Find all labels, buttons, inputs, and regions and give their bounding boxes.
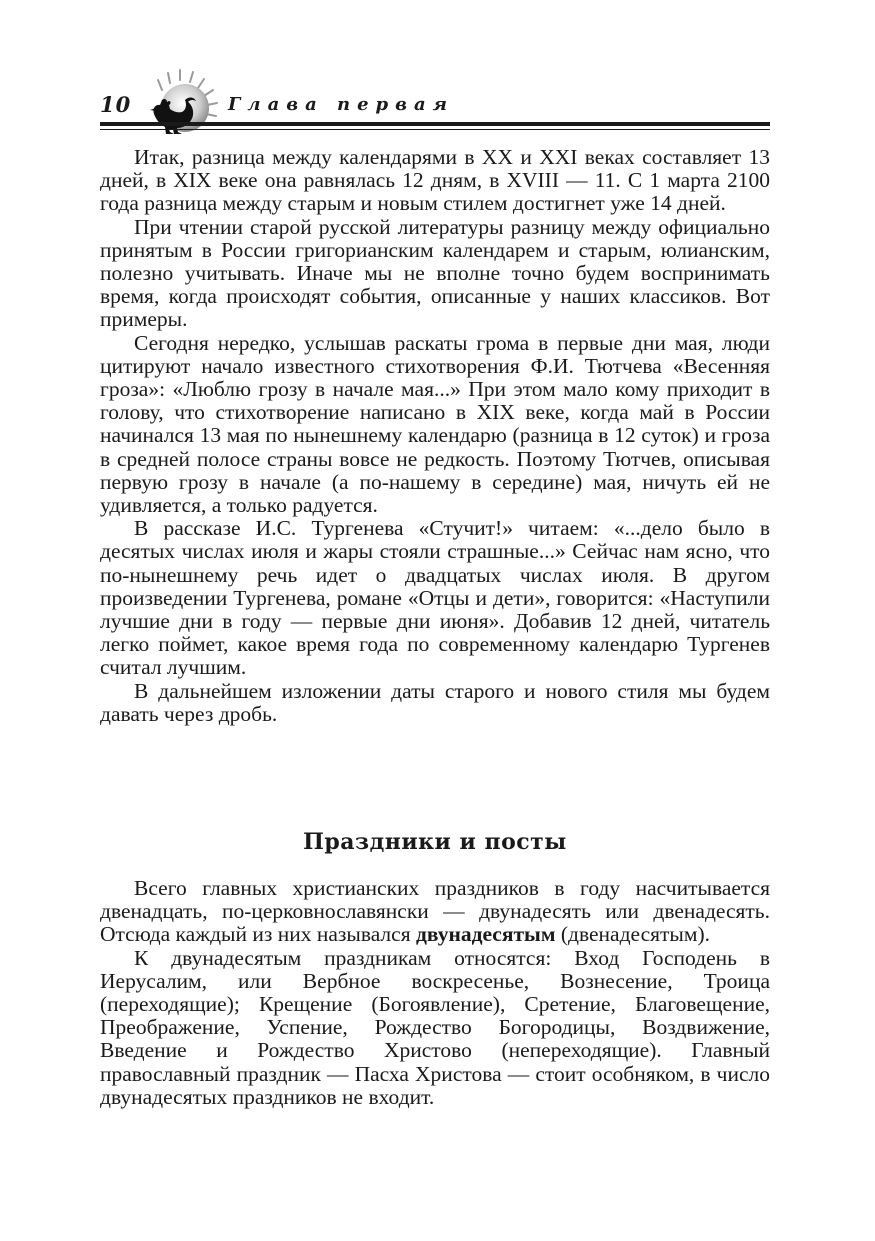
paragraph: К двунадесятым праздникам относятся: Вход Господень в Иерусалим, или Вербное воскресенье, Вознесение, Троица (переходящие); Крещение (Богоявление), Сретение, Благовещение, Преображение, Успение, Рождество Богородицы, Воздвижение, Введение и Рождество Христово (непереходящие). Главный православный праздник — Пасха Христова — стоит особняком, в число двунадесятых праздников не входит.	[100, 945, 770, 1109]
paragraph-text: Всего главных христианских праздников в году насчитывается двенадцать, по-церковнославянски — двунадесять или двенадесять. Отсюда каждый из них назывался	[100, 876, 770, 947]
paragraph: В рассказе И.С. Тургенева «Стучит!» читаем: «...дело было в десятых числах июля и жары стояли страшные...» Сейчас нам ясно, что по-нынешнему речь идет о двадцатых числах июля. В другом произведении Тургенева, романе «Отцы и дети», говорится: «Наступили лучшие дни в году — первые дни июня». Добавив 12 дней, читатель легко поймет, какое время года по современному календарю Тургенев считал лучшим.	[100, 516, 770, 680]
header-rule-thick	[100, 122, 770, 126]
paragraph-text: (двенадесятым).	[555, 922, 711, 947]
page-number: 10	[100, 92, 132, 117]
chapter-title: Глава первая	[228, 94, 454, 115]
bold-term: двунадесятым	[415, 922, 556, 947]
paragraph: В дальнейшем изложении даты старого и нового стиля мы будем давать через дробь.	[100, 678, 770, 726]
body-text-block-1	[100, 146, 770, 726]
body-text-block-2	[100, 877, 770, 1109]
paragraph: Сегодня нередко, услышав раскаты грома в первые дни мая, люди цитируют начало известного стихотворения Ф.И. Тютчева «Весенняя гроза»: «Люблю грозу в начале мая...» При этом мало кому приходит в голову, что стихотворение написано в XIX веке, когда май в России начинался 13 мая по нынешнему календарю (разница в 12 суток) и гроза в средней полосе страны вовсе не редкость. Поэтому Тютчев, описывая первую грозу в начале (а по-нашему в середине) мая, ничуть ей не удивляется, а только радуется.	[100, 330, 770, 518]
section-heading: Праздники и посты	[303, 829, 567, 855]
paragraph: Итак, разница между календарями в XX и XXI веках составляет 13 дней, в XIX веке она равнялась 12 дням, в XVIII — 11. С 1 марта 2100 года разница между старым и новым стилем достигнет уже 14 дней.	[100, 145, 770, 216]
page-header	[100, 68, 770, 140]
paragraph: При чтении старой русской литературы разницу между официально принятым в России григорианским календарем и старым, юлианским, полезно учитывать. Иначе мы не вполне точно будем воспринимать время, когда происходят события, описанные у наших классиков. Вот примеры.	[100, 214, 770, 332]
header-rule-thin	[100, 129, 770, 130]
paragraph	[100, 877, 770, 947]
rooster-sun-icon	[140, 68, 220, 138]
